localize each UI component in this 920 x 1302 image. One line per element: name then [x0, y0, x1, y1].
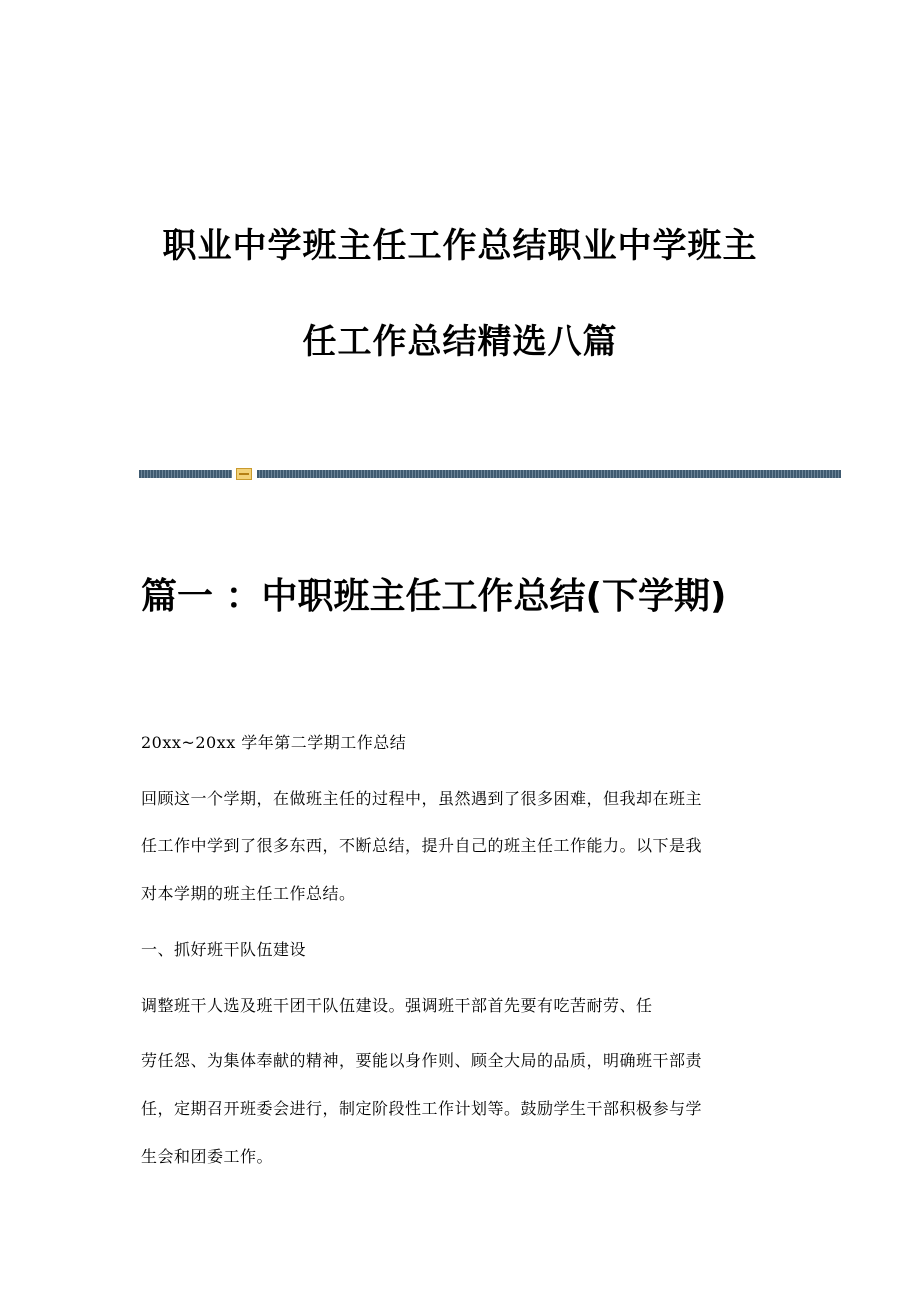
body-line: 一、抓好班干队伍建设 — [141, 940, 307, 959]
divider-bar-left — [139, 470, 232, 478]
document-title-line-2: 任工作总结精选八篇 — [302, 322, 618, 362]
divider-bar-right — [257, 470, 841, 478]
body-line: 20xx~20xx 学年第二学期工作总结 — [141, 733, 407, 752]
body-line: 调整班干人选及班干团干队伍建设。强调班干部首先要有吃苦耐劳、任 — [141, 996, 653, 1015]
body-line: 劳任怨、为集体奉献的精神，要能以身作则、顾全大局的品质，明确班干部责 — [141, 1051, 703, 1070]
envelope-icon — [236, 468, 252, 480]
body-line: 对本学期的班主任工作总结。 — [141, 884, 356, 903]
document-title-line-1: 职业中学班主任工作总结职业中学班主 — [162, 226, 758, 266]
body-line: 任，定期召开班委会进行，制定阶段性工作计划等。鼓励学生干部积极参与学 — [141, 1099, 703, 1118]
body-line: 回顾这一个学期，在做班主任的过程中，虽然遇到了很多困难，但我却在班主 — [141, 789, 703, 808]
section-heading: 篇一 ：中职班主任工作总结(下学期) — [141, 576, 727, 617]
body-line: 生会和团委工作。 — [141, 1147, 274, 1166]
body-line: 任工作中学到了很多东西，不断总结，提升自己的班主任工作能力。以下是我 — [141, 836, 703, 855]
